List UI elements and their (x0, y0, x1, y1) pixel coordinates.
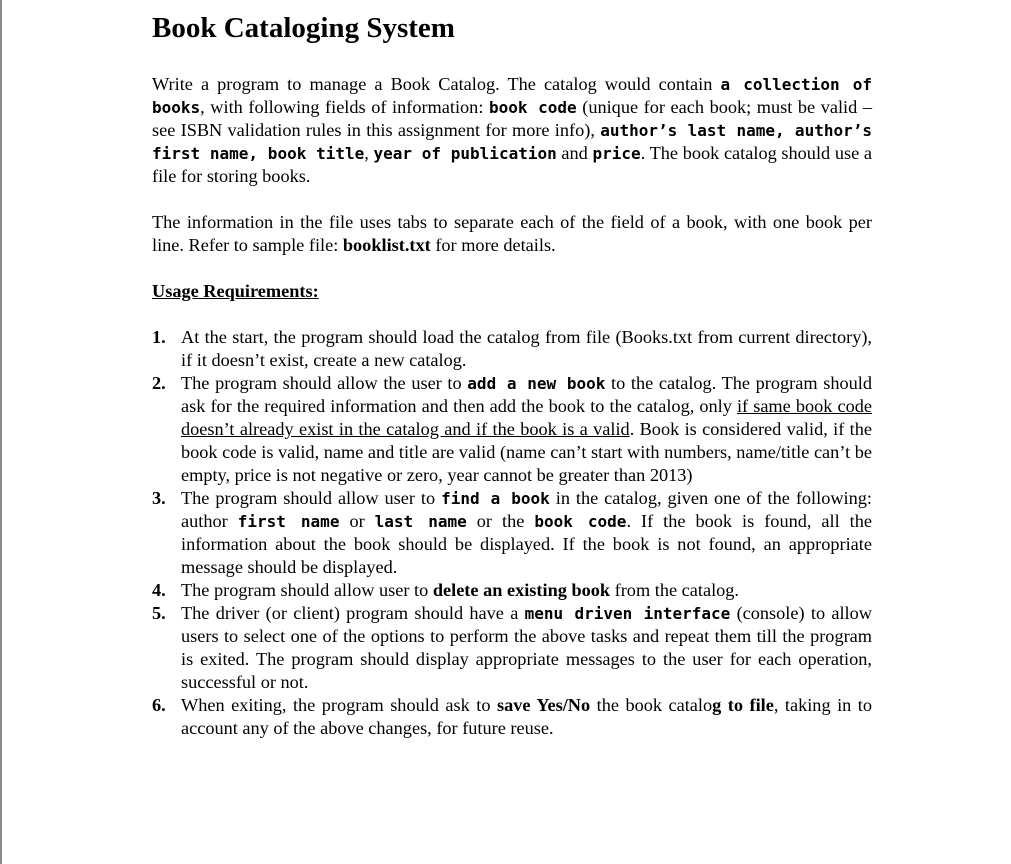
requirement-text: the book catalo (590, 695, 713, 715)
requirement-bold: last name (374, 512, 467, 531)
requirement-item-1 (152, 326, 872, 372)
requirement-text: . If the book is found, all the information about the book should be displayed. If the book is not found, an appropriate message should be displayed. (181, 511, 873, 577)
requirement-number: 6. (152, 695, 166, 715)
requirement-number: 4. (152, 580, 166, 600)
requirement-text: The driver (or client) program should have a (181, 603, 525, 623)
requirement-item-3 (152, 487, 872, 579)
document-title: Book Cataloging System (152, 12, 455, 44)
requirement-text: or (339, 511, 375, 531)
requirement-text: to the catalog. The program should ask for the required information and then add the book to the catalog, only (181, 373, 872, 416)
file-info-paragraph (152, 211, 872, 257)
intro-paragraph (152, 73, 872, 188)
intro-text-5: and (556, 143, 593, 163)
requirement-bold: first name (237, 512, 340, 531)
intro-bold-year: year of publication (373, 144, 557, 163)
requirement-bold: book code (534, 512, 627, 531)
requirement-underline: if same book code doesn’t already exist in the catalog and if the book is a valid (181, 396, 872, 439)
requirement-text: from the catalog. (610, 580, 739, 600)
requirement-bold: add a new book (467, 374, 606, 393)
intro-bold-book-code: book code (488, 98, 577, 117)
requirement-text: or the (466, 511, 535, 531)
requirement-text: , taking in to account any of the above changes, for future reuse. (181, 695, 872, 738)
requirement-text: When exiting, the program should ask to (181, 695, 497, 715)
requirement-text: The program should allow user to (181, 580, 433, 600)
requirement-text: in the catalog, given one of the following: author (181, 488, 872, 531)
document-page (152, 8, 872, 740)
intro-bold-collection: a collection of books (152, 75, 872, 117)
requirement-item-2 (152, 372, 872, 487)
requirement-number: 5. (152, 603, 166, 623)
intro-text-2: , with following fields of information: (200, 97, 489, 117)
requirement-text: The program should allow user to (181, 488, 442, 508)
requirement-item-6 (152, 694, 872, 740)
requirement-text: . Book is considered valid, if the book code is valid, name and title are valid (name can’t start with numbers, name/title can’t be empty, price is not negative or zero, year cannot be greater than 2013) (181, 419, 872, 485)
intro-text-3: (unique for each book; must be valid – see ISBN validation rules in this assignment for more info), (152, 97, 872, 140)
requirements-list (152, 326, 872, 740)
requirement-bold: g to file (712, 695, 774, 715)
requirement-item-5 (152, 602, 872, 694)
intro-text-4: , (364, 143, 374, 163)
intro-text-1: Write a program to manage a Book Catalog. The catalog would contain (152, 74, 721, 94)
requirement-text: (console) to allow users to select one of the options to perform the above tasks and repeat them till the program is exited. The program should display appropriate messages to the user for each operation, successful or not. (181, 603, 872, 692)
requirement-item-4 (152, 579, 872, 602)
page-left-border (0, 0, 2, 864)
file-info-text-1: The information in the file uses tabs to separate each of the field of a book, with one book per line. Refer to sample file: (152, 212, 872, 255)
intro-text-6: . The book catalog should use a file for storing books. (152, 143, 873, 186)
intro-bold-price: price (592, 144, 641, 163)
requirement-bold: find a book (441, 489, 550, 508)
requirement-number: 3. (152, 488, 166, 508)
usage-heading: Usage Requirements: (152, 281, 319, 301)
requirement-bold: menu driven interface (524, 604, 731, 623)
file-info-filename: booklist.txt (342, 235, 431, 255)
file-info-text-2: for more details. (430, 235, 556, 255)
requirement-number: 1. (152, 327, 166, 347)
requirement-text: The program should allow the user to (181, 373, 468, 393)
requirement-text: At the start, the program should load the catalog from file (Books.txt from current directory), if it doesn’t exist, create a new catalog. (181, 327, 872, 370)
requirement-bold: delete an existing book (432, 580, 611, 600)
requirement-number: 2. (152, 373, 166, 393)
intro-bold-author-fields: author’s last name, author’s first name, book title (152, 121, 872, 163)
requirement-bold: save Yes/No (497, 695, 591, 715)
